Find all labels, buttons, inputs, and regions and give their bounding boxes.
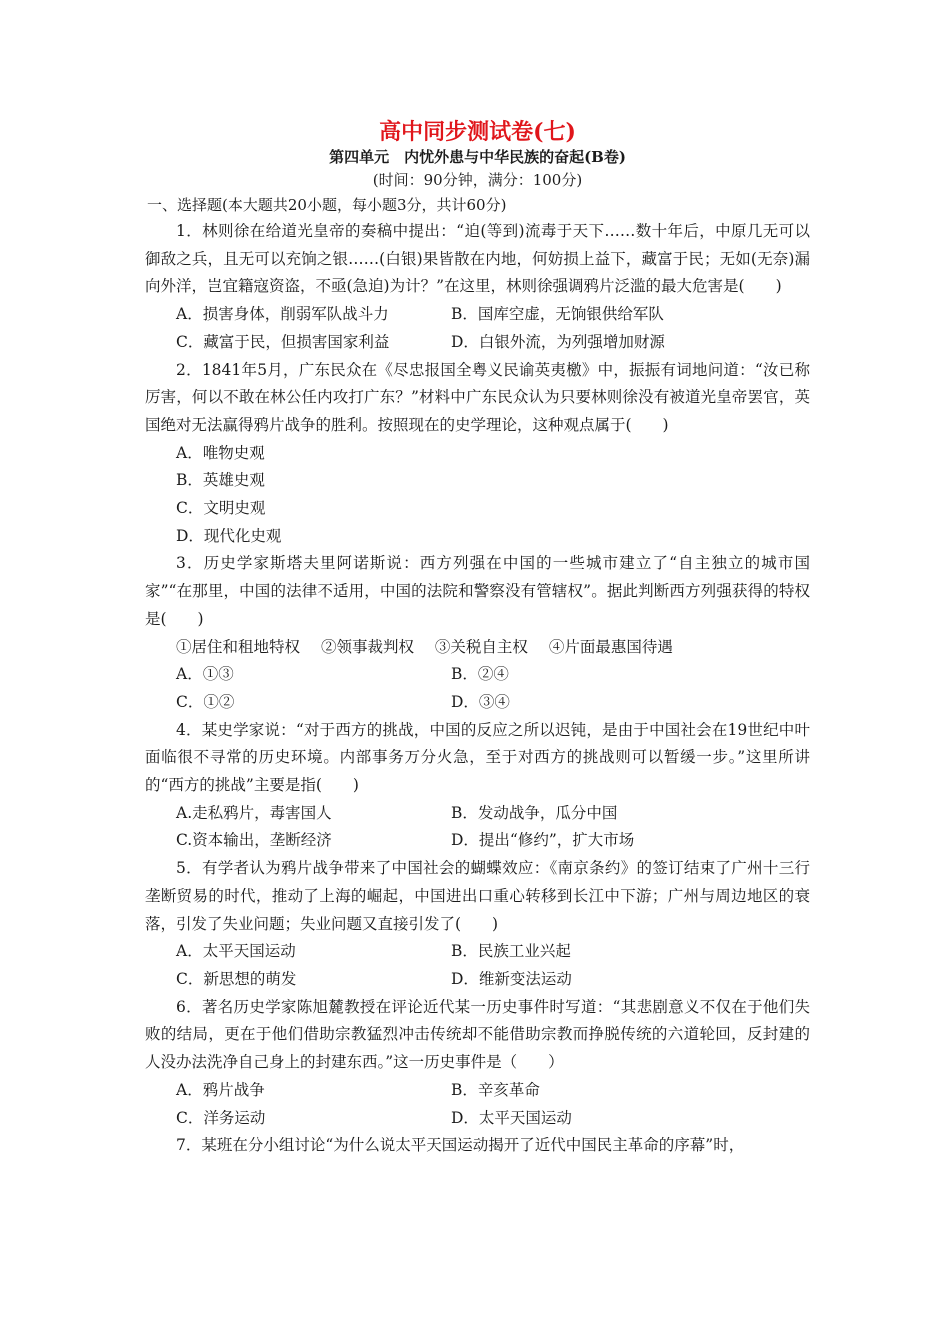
option-c: C.资本输出，垄断经济 [176, 831, 332, 850]
option-d: D．维新变法运动 [451, 969, 572, 988]
options-row [145, 938, 810, 966]
question-stem: 2．1841年5月，广东民众在《尽忠报国全粤义民谕英夷檄》中，振振有词地问道：“汝已称厉害，何以不敢在林公任内攻打广东？”材料中广东民众认为只要林则徐没有被道光皇帝罢官，英国绝对无法赢得鸦片战争的胜利。按照现在的史学理论，这种观点属于( ) [145, 360, 810, 434]
option-d: D．提出“修约”，扩大市场 [451, 831, 635, 850]
question-3 [145, 550, 810, 716]
question-stem: 3．历史学家斯塔夫里阿诺斯说：西方列强在中国的一些城市建立了“自主独立的城市国家”“在那里，中国的法律不适用，中国的法院和警察没有管辖权”。据此判断西方列强获得的特权是( ) [145, 554, 810, 628]
option-c: C．新思想的萌发 [176, 969, 297, 988]
question-1 [145, 218, 810, 357]
question-4 [145, 717, 810, 856]
option-a: A．唯物史观 [176, 443, 265, 462]
options-row [145, 827, 810, 855]
options-row [145, 1077, 810, 1105]
statement-item: ③关税自主权 [434, 637, 528, 656]
question-stem: 7．某班在分小组讨论“为什么说太平天国运动揭开了近代中国民主革命的序幕”时， [176, 1136, 745, 1155]
option-a: A．太平天国运动 [176, 942, 296, 961]
option-d: D．现代化史观 [176, 526, 282, 545]
option-a: A.走私鸦片，毒害国人 [176, 803, 332, 822]
question-5 [145, 855, 810, 994]
exam-title: 高中同步测试卷(七) [379, 119, 576, 145]
statement-items [145, 634, 810, 662]
option-b: B．民族工业兴起 [451, 942, 571, 961]
question-7 [145, 1132, 810, 1160]
option-b: B．②④ [451, 665, 509, 684]
options-row [145, 800, 810, 828]
statement-item: ④片面最惠国待遇 [548, 637, 673, 656]
section-heading: 一、选择题(本大题共20小题，每小题3分，共计60分) [147, 196, 507, 214]
question-stem: 5．有学者认为鸦片战争带来了中国社会的蝴蝶效应：《南京条约》的签订结束了广州十三行垄断贸易的时代，推动了上海的崛起，中国进出口重心转移到长江中下游；广州与周边地区的衰落，引发了失业问题；失业问题又直接引发了( ) [145, 859, 810, 933]
unit-subtitle: 第四单元 内忧外患与中华民族的奋起(B卷) [329, 148, 626, 166]
options-row [145, 966, 810, 994]
option-a: A．鸦片战争 [176, 1080, 265, 1099]
option-c: C．洋务运动 [176, 1108, 266, 1127]
option-d: D．③④ [451, 692, 510, 711]
time-and-score: (时间：90分钟，满分：100分) [372, 171, 583, 189]
options-row [145, 329, 810, 357]
option-b: B．英雄史观 [176, 471, 265, 490]
option-c: C．藏富于民，但损害国家利益 [176, 332, 390, 351]
question-6 [145, 994, 810, 1133]
options-row [145, 689, 810, 717]
option-b: B．国库空虚，无饷银供给军队 [451, 305, 664, 324]
option-c: C．文明史观 [176, 499, 266, 518]
question-stem: 6．著名历史学家陈旭麓教授在评论近代某一历史事件时写道：“其悲剧意义不仅在于他们失败的结局，更在于他们借助宗教猛烈冲击传统却不能借助宗教而挣脱传统的六道轮回，反封建的人没办法洗净自己身上的封建东西。”这一历史事件是（ ） [145, 997, 810, 1072]
statement-item: ①居住和租地特权 [176, 637, 301, 656]
option-a: A．损害身体，削弱军队战斗力 [176, 305, 389, 324]
option-b: B．辛亥革命 [451, 1080, 540, 1099]
question-stem: 1．林则徐在给道光皇帝的奏稿中提出：“迫(等到)流毒于天下……数十年后，中原几无可以御敌之兵，且无可以充饷之银……(白银)果皆散在内地，何妨损上益下，藏富于民；无如(无奈)漏向外洋，岂宜籍寇资盗，不亟(急迫)为计？”在这里，林则徐强调鸦片泛滥的最大危害是( ) [145, 222, 810, 296]
question-2 [145, 357, 810, 551]
option-c: C．①② [176, 692, 235, 711]
option-b: B．发动战争，瓜分中国 [451, 803, 618, 822]
option-d: D．太平天国运动 [451, 1108, 572, 1127]
option-d: D．白银外流，为列强增加财源 [451, 332, 665, 351]
options-row [145, 1105, 810, 1133]
exam-page [145, 118, 810, 1160]
question-stem: 4．某史学家说：“对于西方的挑战，中国的反应之所以迟钝，是由于中国社会在19世纪中叶面临很不寻常的历史环境。内部事务万分火急，至于对西方的挑战则可以暂缓一步。”这里所讲的“西方的挑战”主要是指( ) [145, 720, 810, 795]
options-row [145, 301, 810, 329]
statement-item: ②领事裁判权 [320, 637, 414, 656]
option-a: A．①③ [176, 665, 234, 684]
options-row [145, 661, 810, 689]
